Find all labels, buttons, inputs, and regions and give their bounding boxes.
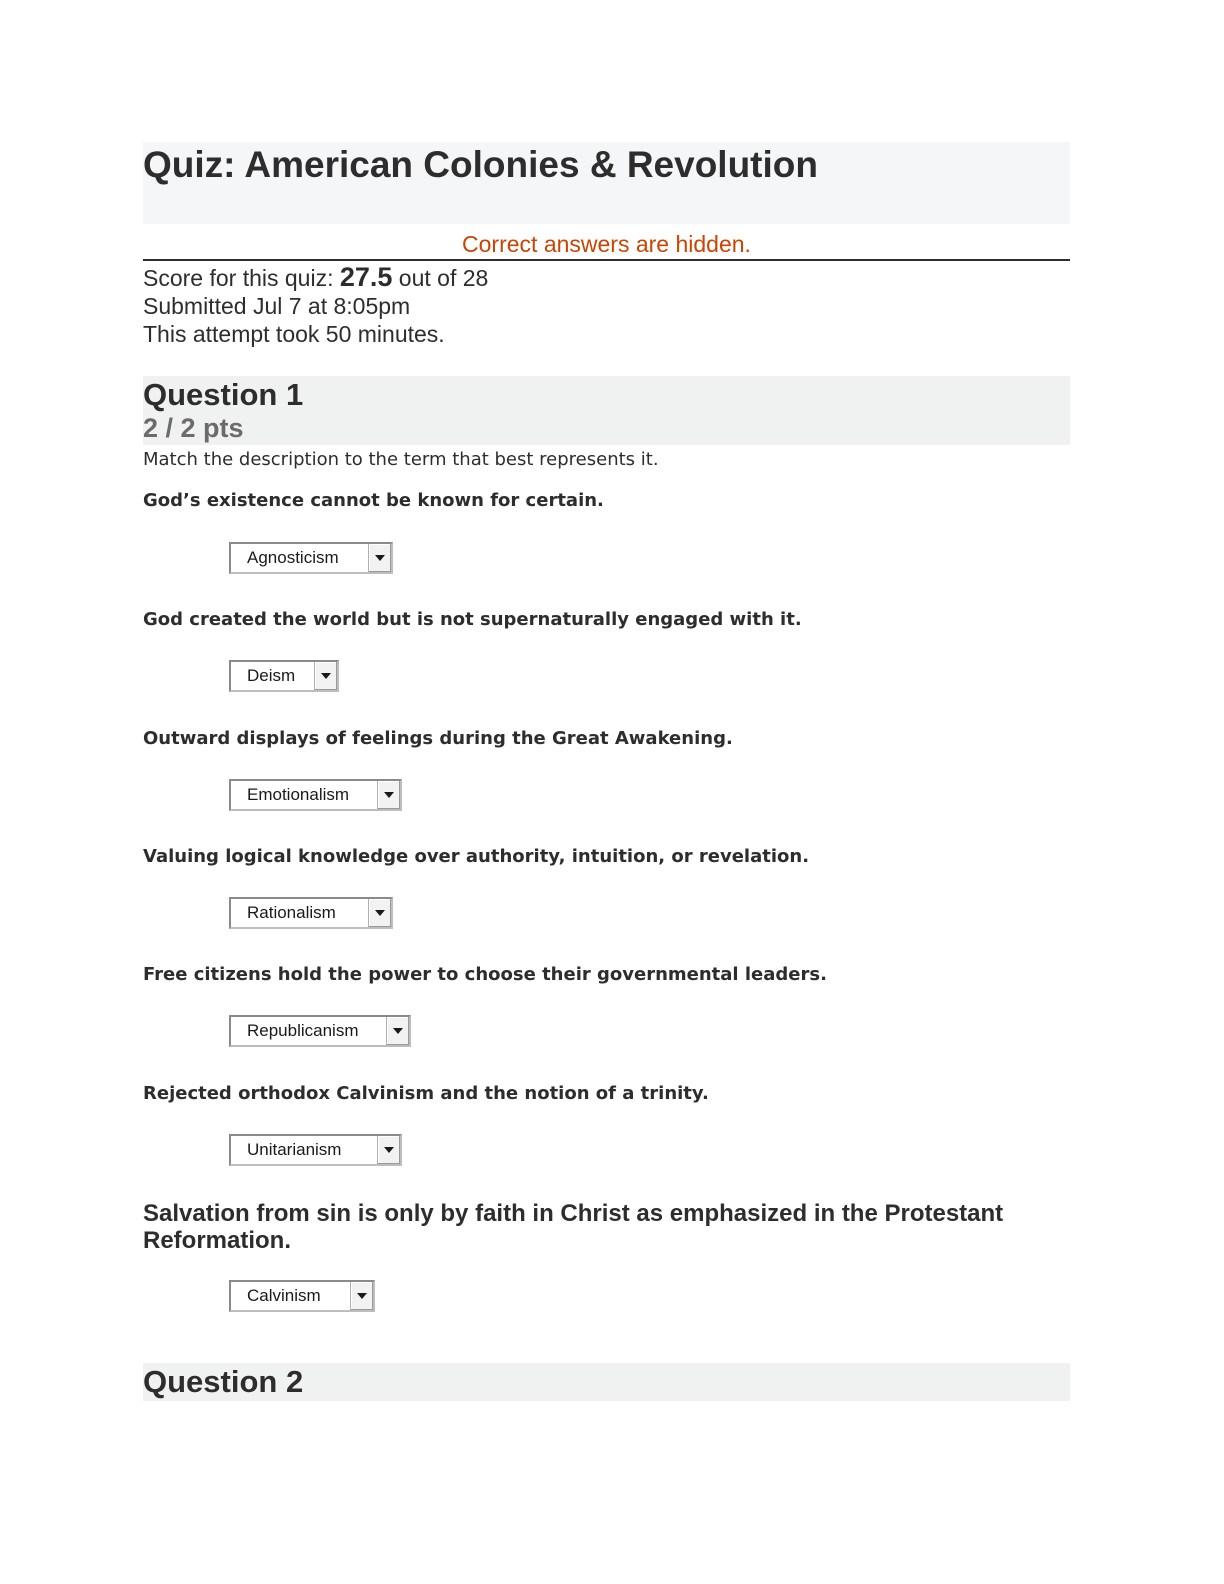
answer-dropdown[interactable]	[229, 1280, 375, 1312]
answer-dropdown[interactable]	[229, 660, 339, 692]
quiz-title-bar	[143, 142, 1070, 224]
match-prompt: Rejected orthodox Calvinism and the notion of a trinity.	[143, 1083, 709, 1104]
question-1-header	[143, 376, 1070, 445]
answers-hidden-notice: Correct answers are hidden.	[143, 229, 1070, 261]
question-title: Question 1	[143, 377, 304, 412]
chevron-down-icon[interactable]	[386, 1017, 409, 1045]
score-line	[143, 263, 488, 292]
dropdown-value: Agnosticism	[247, 548, 339, 567]
question-instructions: Match the description to the term that best represents it.	[143, 449, 659, 470]
score-value: 27.5	[339, 262, 393, 292]
answer-dropdown[interactable]	[229, 897, 393, 929]
dropdown-value: Deism	[247, 666, 296, 685]
chevron-down-icon[interactable]	[368, 544, 391, 572]
dropdown-value: Emotionalism	[247, 785, 350, 804]
answer-dropdown[interactable]	[229, 1134, 402, 1166]
score-prefix: Score for this quiz:	[143, 265, 340, 291]
match-prompt: Outward displays of feelings during the Great Awakening.	[143, 728, 733, 749]
submitted-time: Submitted Jul 7 at 8:05pm	[143, 293, 411, 319]
score-suffix: out of 28	[392, 265, 489, 291]
attempt-duration: This attempt took 50 minutes.	[143, 321, 445, 347]
chevron-down-icon[interactable]	[377, 781, 400, 809]
question-points: 2 / 2 pts	[143, 413, 244, 443]
chevron-down-icon[interactable]	[368, 899, 391, 927]
question-title: Question 2	[143, 1364, 304, 1399]
answer-dropdown[interactable]	[229, 779, 402, 811]
match-prompt: God created the world but is not supernaturally engaged with it.	[143, 609, 802, 630]
match-prompt: Valuing logical knowledge over authority, intuition, or revelation.	[143, 846, 810, 867]
dropdown-value: Rationalism	[247, 903, 336, 922]
dropdown-value: Calvinism	[247, 1286, 321, 1305]
question-2-header	[143, 1363, 1070, 1401]
score-summary	[143, 263, 488, 348]
match-prompt: Free citizens hold the power to choose their governmental leaders.	[143, 964, 827, 985]
dropdown-value: Republicanism	[247, 1021, 359, 1040]
answer-dropdown[interactable]	[229, 1015, 411, 1047]
page-title: Quiz: American Colonies & Revolution	[143, 144, 818, 185]
match-prompt: God’s existence cannot be known for certain.	[143, 490, 604, 511]
chevron-down-icon[interactable]	[377, 1136, 400, 1164]
chevron-down-icon[interactable]	[350, 1282, 373, 1310]
match-prompt: Salvation from sin is only by faith in Christ as emphasized in the Protestant Reformation.	[143, 1200, 1004, 1254]
dropdown-value: Unitarianism	[247, 1140, 342, 1159]
chevron-down-icon[interactable]	[314, 662, 337, 690]
answer-dropdown[interactable]	[229, 542, 393, 574]
